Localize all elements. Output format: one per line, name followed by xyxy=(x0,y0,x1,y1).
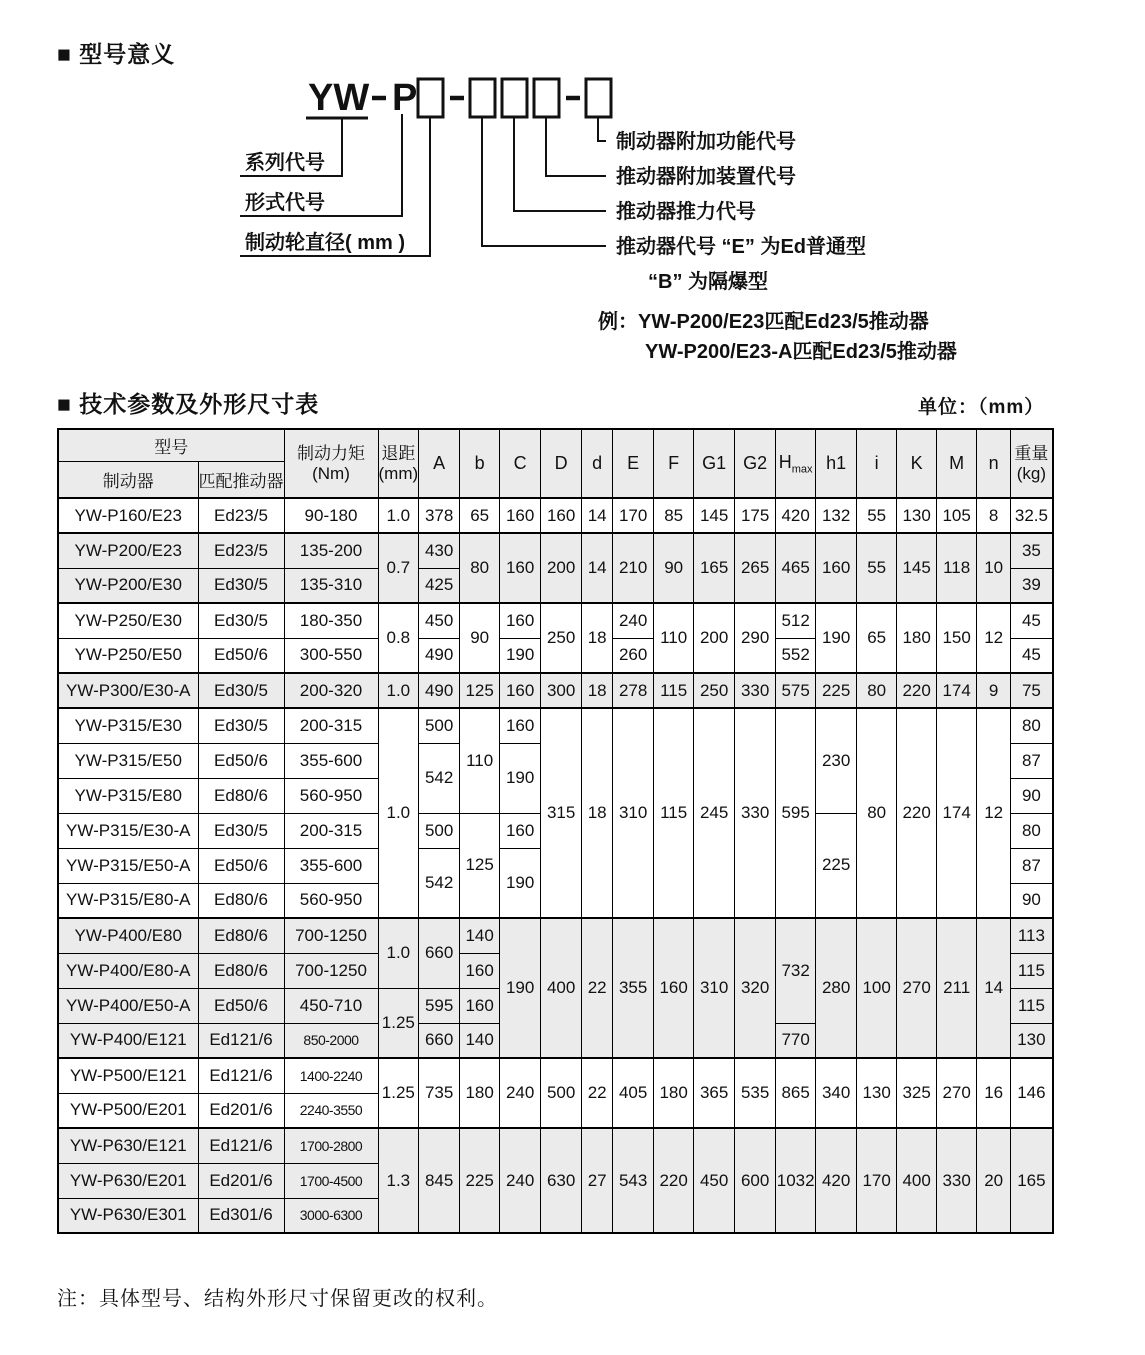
label-brake-function-code: 制动器附加功能代号 xyxy=(616,131,796,153)
cell: 1.0 xyxy=(378,708,419,918)
cell: 600 xyxy=(735,1128,776,1233)
table-row xyxy=(58,498,1053,533)
cell: YW-P200/E23 xyxy=(58,533,198,568)
cell: 135-200 xyxy=(284,533,378,568)
cell: 65 xyxy=(460,498,500,533)
cell: 145 xyxy=(897,533,937,603)
table-row xyxy=(58,603,1053,638)
cell: 160 xyxy=(500,813,541,848)
cell: 130 xyxy=(897,498,937,533)
cell: 310 xyxy=(613,708,654,918)
cell: 200-320 xyxy=(284,673,378,708)
cell: Ed30/5 xyxy=(198,673,284,708)
cell: 90 xyxy=(654,533,694,603)
cell: 420 xyxy=(816,1128,857,1233)
cell: 365 xyxy=(694,1058,735,1128)
cell: 130 xyxy=(1011,1023,1053,1058)
cell: 160 xyxy=(500,708,541,743)
cell: 80 xyxy=(460,533,500,603)
model-code-diagram xyxy=(0,60,1145,380)
code-box-thruster-attach xyxy=(534,79,559,117)
cell: 278 xyxy=(613,673,654,708)
code-box-diameter xyxy=(418,79,443,117)
cell: 90 xyxy=(460,603,500,673)
cell: 450-710 xyxy=(284,988,378,1023)
cell: 210 xyxy=(613,533,654,603)
hmax-sub: max xyxy=(791,463,813,476)
cell: 9 xyxy=(977,673,1011,708)
cell: YW-P400/E80-A xyxy=(58,953,198,988)
col-header-torque-label: 制动力矩 xyxy=(297,443,365,463)
cell: Ed30/5 xyxy=(198,708,284,743)
cell: 0.7 xyxy=(378,533,419,603)
cell: 280 xyxy=(816,918,857,1058)
cell: 542 xyxy=(419,848,460,918)
col-header-gap-label: 退距 xyxy=(381,443,416,463)
cell: 160 xyxy=(816,533,857,603)
col-header-weight xyxy=(1011,429,1053,498)
cell: YW-P200/E30 xyxy=(58,568,198,603)
cell: 700-1250 xyxy=(284,953,378,988)
cell: 175 xyxy=(735,498,776,533)
col-header-weight-label: 重量 xyxy=(1014,443,1049,463)
col-header-gap-unit: (mm) xyxy=(378,463,419,483)
col-header-D: D xyxy=(541,429,582,498)
cell: 430 xyxy=(419,533,460,568)
cell: YW-P630/E301 xyxy=(58,1198,198,1233)
cell: 330 xyxy=(937,1128,977,1233)
cell: 340 xyxy=(816,1058,857,1128)
col-header-n: n xyxy=(977,429,1011,498)
cell: 270 xyxy=(897,918,937,1058)
cell: 270 xyxy=(937,1058,977,1128)
cell: 110 xyxy=(460,708,500,813)
cell: 105 xyxy=(937,498,977,533)
cell: 490 xyxy=(419,673,460,708)
cell: 35 xyxy=(1011,533,1053,568)
cell: 125 xyxy=(460,813,500,918)
col-header-torque xyxy=(284,429,378,498)
cell: 660 xyxy=(419,918,460,988)
cell: 1.25 xyxy=(378,1058,419,1128)
cell: 180 xyxy=(460,1058,500,1128)
table-row xyxy=(58,708,1053,743)
cell: 405 xyxy=(613,1058,654,1128)
cell: 265 xyxy=(735,533,776,603)
cell: 300-550 xyxy=(284,638,378,673)
cell: 174 xyxy=(937,673,977,708)
col-header-F: F xyxy=(654,429,694,498)
cell: YW-P160/E23 xyxy=(58,498,198,533)
cell: 240 xyxy=(500,1058,541,1128)
col-header-G1: G1 xyxy=(694,429,735,498)
cell: 160 xyxy=(500,498,541,533)
cell: 535 xyxy=(735,1058,776,1128)
cell: 45 xyxy=(1011,638,1053,673)
cell: 735 xyxy=(419,1058,460,1128)
col-header-gap xyxy=(378,429,419,498)
cell: 200-315 xyxy=(284,813,378,848)
cell: 420 xyxy=(776,498,816,533)
cell: 190 xyxy=(816,603,857,673)
cell: 90 xyxy=(1011,883,1053,918)
cell: 160 xyxy=(500,533,541,603)
cell: 87 xyxy=(1011,743,1053,778)
cell: 1700-4500 xyxy=(284,1163,378,1198)
cell: 3000-6300 xyxy=(284,1198,378,1233)
cell: 500 xyxy=(419,813,460,848)
footnote: 注：具体型号、结构外形尺寸保留更改的权利。 xyxy=(57,1288,498,1310)
cell: 560-950 xyxy=(284,778,378,813)
cell: YW-P500/E121 xyxy=(58,1058,198,1093)
cell: 14 xyxy=(977,918,1011,1058)
example-line-1: 例：YW-P200/E23匹配Ed23/5推动器 xyxy=(598,311,929,333)
table-row xyxy=(58,918,1053,953)
cell: 20 xyxy=(977,1128,1011,1233)
cell: 310 xyxy=(694,918,735,1058)
cell: 732 xyxy=(776,918,816,1023)
col-header-weight-unit: (kg) xyxy=(1016,463,1047,483)
col-header-d: d xyxy=(582,429,613,498)
cell: Ed30/5 xyxy=(198,603,284,638)
cell: 1.0 xyxy=(378,918,419,988)
cell: 200 xyxy=(541,533,582,603)
cell: 850-2000 xyxy=(284,1023,378,1058)
cell: 8 xyxy=(977,498,1011,533)
table-row xyxy=(58,673,1053,708)
cell: 115 xyxy=(1011,988,1053,1023)
cell: 575 xyxy=(776,673,816,708)
cell: 595 xyxy=(419,988,460,1023)
col-header-i: i xyxy=(857,429,897,498)
cell: 12 xyxy=(977,708,1011,918)
col-header-G2: G2 xyxy=(735,429,776,498)
col-header-brake: 制动器 xyxy=(58,461,198,498)
spec-table xyxy=(57,428,1054,1234)
cell: 90 xyxy=(1011,778,1053,813)
cell: 14 xyxy=(582,533,613,603)
cell: 22 xyxy=(582,918,613,1058)
label-wheel-diameter: 制动轮直径( mm ) xyxy=(245,232,405,254)
cell: YW-P315/E50-A xyxy=(58,848,198,883)
unit-label: 单位：（mm） xyxy=(918,397,1045,418)
cell: 500 xyxy=(541,1058,582,1128)
cell: 490 xyxy=(419,638,460,673)
cell: 220 xyxy=(654,1128,694,1233)
cell: 170 xyxy=(857,1128,897,1233)
cell: Ed50/6 xyxy=(198,988,284,1023)
cell: 45 xyxy=(1011,603,1053,638)
cell: 180-350 xyxy=(284,603,378,638)
cell: 845 xyxy=(419,1128,460,1233)
cell: 465 xyxy=(776,533,816,603)
cell: 190 xyxy=(500,638,541,673)
cell: 135-310 xyxy=(284,568,378,603)
col-header-torque-unit: (Nm) xyxy=(312,463,350,483)
cell: 140 xyxy=(460,918,500,953)
cell: YW-P500/E201 xyxy=(58,1093,198,1128)
cell: Ed23/5 xyxy=(198,498,284,533)
cell: 190 xyxy=(500,918,541,1058)
cell: Ed80/6 xyxy=(198,778,284,813)
col-header-E: E xyxy=(613,429,654,498)
cell: 355 xyxy=(613,918,654,1058)
label-form-code: 形式代号 xyxy=(245,192,325,214)
cell: 115 xyxy=(1011,953,1053,988)
cell: YW-P315/E50 xyxy=(58,743,198,778)
cell: 115 xyxy=(654,708,694,918)
cell: YW-P630/E201 xyxy=(58,1163,198,1198)
cell: 700-1250 xyxy=(284,918,378,953)
cell: 190 xyxy=(500,743,541,813)
cell: 450 xyxy=(419,603,460,638)
cell: 160 xyxy=(460,988,500,1023)
cell: 330 xyxy=(735,673,776,708)
cell: 325 xyxy=(897,1058,937,1128)
label-thruster-code-b: “B” 为隔爆型 xyxy=(648,271,768,293)
cell: 400 xyxy=(541,918,582,1058)
cell: 39 xyxy=(1011,568,1053,603)
cell: 80 xyxy=(857,708,897,918)
hmax-main: H xyxy=(778,451,792,472)
cell: 1.25 xyxy=(378,988,419,1058)
cell: 125 xyxy=(460,673,500,708)
cell: 543 xyxy=(613,1128,654,1233)
cell: YW-P400/E121 xyxy=(58,1023,198,1058)
cell: 170 xyxy=(613,498,654,533)
cell: 132 xyxy=(816,498,857,533)
table-row xyxy=(58,1128,1053,1163)
cell: Ed201/6 xyxy=(198,1093,284,1128)
cell: 80 xyxy=(1011,813,1053,848)
cell: 180 xyxy=(654,1058,694,1128)
cell: 160 xyxy=(500,673,541,708)
cell: 865 xyxy=(776,1058,816,1128)
cell: 1.0 xyxy=(378,673,419,708)
cell: Ed50/6 xyxy=(198,638,284,673)
cell: 300 xyxy=(541,673,582,708)
cell: Ed121/6 xyxy=(198,1058,284,1093)
col-header-thruster: 匹配推动器 xyxy=(198,461,284,498)
cell: 115 xyxy=(654,673,694,708)
table-row xyxy=(58,1058,1053,1093)
label-thruster-code: 推动器代号 “E” 为Ed普通型 xyxy=(616,236,867,258)
connector-brake-function xyxy=(598,117,606,141)
cell: Ed23/5 xyxy=(198,533,284,568)
cell: YW-P315/E80-A xyxy=(58,883,198,918)
cell: 240 xyxy=(613,603,654,638)
cell: 160 xyxy=(500,603,541,638)
cell: 113 xyxy=(1011,918,1053,953)
col-header-C: C xyxy=(500,429,541,498)
cell: Ed50/6 xyxy=(198,848,284,883)
cell: 10 xyxy=(977,533,1011,603)
model-form: P xyxy=(392,77,418,119)
cell: 320 xyxy=(735,918,776,1058)
cell: 165 xyxy=(694,533,735,603)
cell: 355-600 xyxy=(284,848,378,883)
cell: YW-P315/E30 xyxy=(58,708,198,743)
cell: 160 xyxy=(654,918,694,1058)
cell: 1700-2800 xyxy=(284,1128,378,1163)
col-header-M: M xyxy=(937,429,977,498)
connector-thruster-force xyxy=(514,117,606,211)
col-header-b: b xyxy=(460,429,500,498)
label-series-code: 系列代号 xyxy=(245,152,325,174)
cell: 80 xyxy=(857,673,897,708)
label-thruster-attach-code: 推动器附加装置代号 xyxy=(616,166,796,188)
table-header-row xyxy=(58,429,1053,461)
cell: 0.8 xyxy=(378,603,419,673)
cell: 211 xyxy=(937,918,977,1058)
cell: 378 xyxy=(419,498,460,533)
col-header-h1: h1 xyxy=(816,429,857,498)
cell: 87 xyxy=(1011,848,1053,883)
cell: 27 xyxy=(582,1128,613,1233)
cell: 145 xyxy=(694,498,735,533)
cell: 542 xyxy=(419,743,460,813)
cell: 18 xyxy=(582,603,613,673)
cell: 118 xyxy=(937,533,977,603)
cell: Ed121/6 xyxy=(198,1128,284,1163)
cell: 14 xyxy=(582,498,613,533)
cell: 1032 xyxy=(776,1128,816,1233)
cell: 140 xyxy=(460,1023,500,1058)
section-title-specs: ■ 技术参数及外形尺寸表 xyxy=(57,391,320,417)
cell: 16 xyxy=(977,1058,1011,1128)
col-header-model: 型号 xyxy=(58,429,284,461)
cell: Ed80/6 xyxy=(198,953,284,988)
cell: 55 xyxy=(857,498,897,533)
cell: 220 xyxy=(897,708,937,918)
cell: 250 xyxy=(541,603,582,673)
cell: YW-P400/E80 xyxy=(58,918,198,953)
col-header-Hmax xyxy=(776,429,816,498)
cell: Ed30/5 xyxy=(198,568,284,603)
cell: 500 xyxy=(419,708,460,743)
cell: 330 xyxy=(735,708,776,918)
cell: 260 xyxy=(613,638,654,673)
cell: 160 xyxy=(460,953,500,988)
cell: YW-P315/E30-A xyxy=(58,813,198,848)
cell: YW-P630/E121 xyxy=(58,1128,198,1163)
cell: 225 xyxy=(816,813,857,918)
cell: 512 xyxy=(776,603,816,638)
cell: 110 xyxy=(654,603,694,673)
cell: 146 xyxy=(1011,1058,1053,1128)
cell: YW-P400/E50-A xyxy=(58,988,198,1023)
col-header-K: K xyxy=(897,429,937,498)
cell: 630 xyxy=(541,1128,582,1233)
cell: 315 xyxy=(541,708,582,918)
cell: Ed30/5 xyxy=(198,813,284,848)
cell: 240 xyxy=(500,1128,541,1233)
cell: 200-315 xyxy=(284,708,378,743)
cell: 150 xyxy=(937,603,977,673)
cell: 245 xyxy=(694,708,735,918)
col-header-A: A xyxy=(419,429,460,498)
cell: 12 xyxy=(977,603,1011,673)
cell: 355-600 xyxy=(284,743,378,778)
cell: 200 xyxy=(694,603,735,673)
cell: 2240-3550 xyxy=(284,1093,378,1128)
cell: 174 xyxy=(937,708,977,918)
code-box-thruster-code xyxy=(470,79,495,117)
cell: 552 xyxy=(776,638,816,673)
cell: 225 xyxy=(460,1128,500,1233)
cell: 660 xyxy=(419,1023,460,1058)
cell: 190 xyxy=(500,848,541,918)
cell: YW-P315/E80 xyxy=(58,778,198,813)
cell: YW-P250/E50 xyxy=(58,638,198,673)
cell: 18 xyxy=(582,708,613,918)
cell: Ed80/6 xyxy=(198,883,284,918)
cell: Ed201/6 xyxy=(198,1163,284,1198)
cell: 290 xyxy=(735,603,776,673)
label-thruster-force-code: 推动器推力代号 xyxy=(616,201,756,223)
cell: 18 xyxy=(582,673,613,708)
cell: 1.3 xyxy=(378,1128,419,1233)
section-title-model-meaning: ■ 型号意义 xyxy=(57,41,176,67)
cell: 595 xyxy=(776,708,816,918)
connector-thruster-code xyxy=(482,117,606,246)
cell: Ed50/6 xyxy=(198,743,284,778)
cell: 100 xyxy=(857,918,897,1058)
cell: YW-P300/E30-A xyxy=(58,673,198,708)
cell: 450 xyxy=(694,1128,735,1233)
cell: 65 xyxy=(857,603,897,673)
cell: 165 xyxy=(1011,1128,1053,1233)
cell: 230 xyxy=(816,708,857,813)
code-box-thruster-force xyxy=(502,79,527,117)
model-prefix: YW xyxy=(308,77,370,119)
cell: YW-P250/E30 xyxy=(58,603,198,638)
table-row xyxy=(58,533,1053,568)
cell: 85 xyxy=(654,498,694,533)
code-box-brake-function xyxy=(586,79,611,117)
cell: 55 xyxy=(857,533,897,603)
cell: 250 xyxy=(694,673,735,708)
example-line-2: YW-P200/E23-A匹配Ed23/5推动器 xyxy=(645,341,957,363)
cell: Ed80/6 xyxy=(198,918,284,953)
cell: Ed121/6 xyxy=(198,1023,284,1058)
cell: Ed301/6 xyxy=(198,1198,284,1233)
cell: 560-950 xyxy=(284,883,378,918)
cell: 75 xyxy=(1011,673,1053,708)
cell: 400 xyxy=(897,1128,937,1233)
cell: 220 xyxy=(897,673,937,708)
cell: 425 xyxy=(419,568,460,603)
cell: 80 xyxy=(1011,708,1053,743)
cell: 180 xyxy=(897,603,937,673)
cell: 90-180 xyxy=(284,498,378,533)
cell: 770 xyxy=(776,1023,816,1058)
cell: 22 xyxy=(582,1058,613,1128)
cell: 225 xyxy=(816,673,857,708)
cell: 32.5 xyxy=(1011,498,1053,533)
cell: 1.0 xyxy=(378,498,419,533)
cell: 160 xyxy=(541,498,582,533)
cell: 130 xyxy=(857,1058,897,1128)
cell: 1400-2240 xyxy=(284,1058,378,1093)
